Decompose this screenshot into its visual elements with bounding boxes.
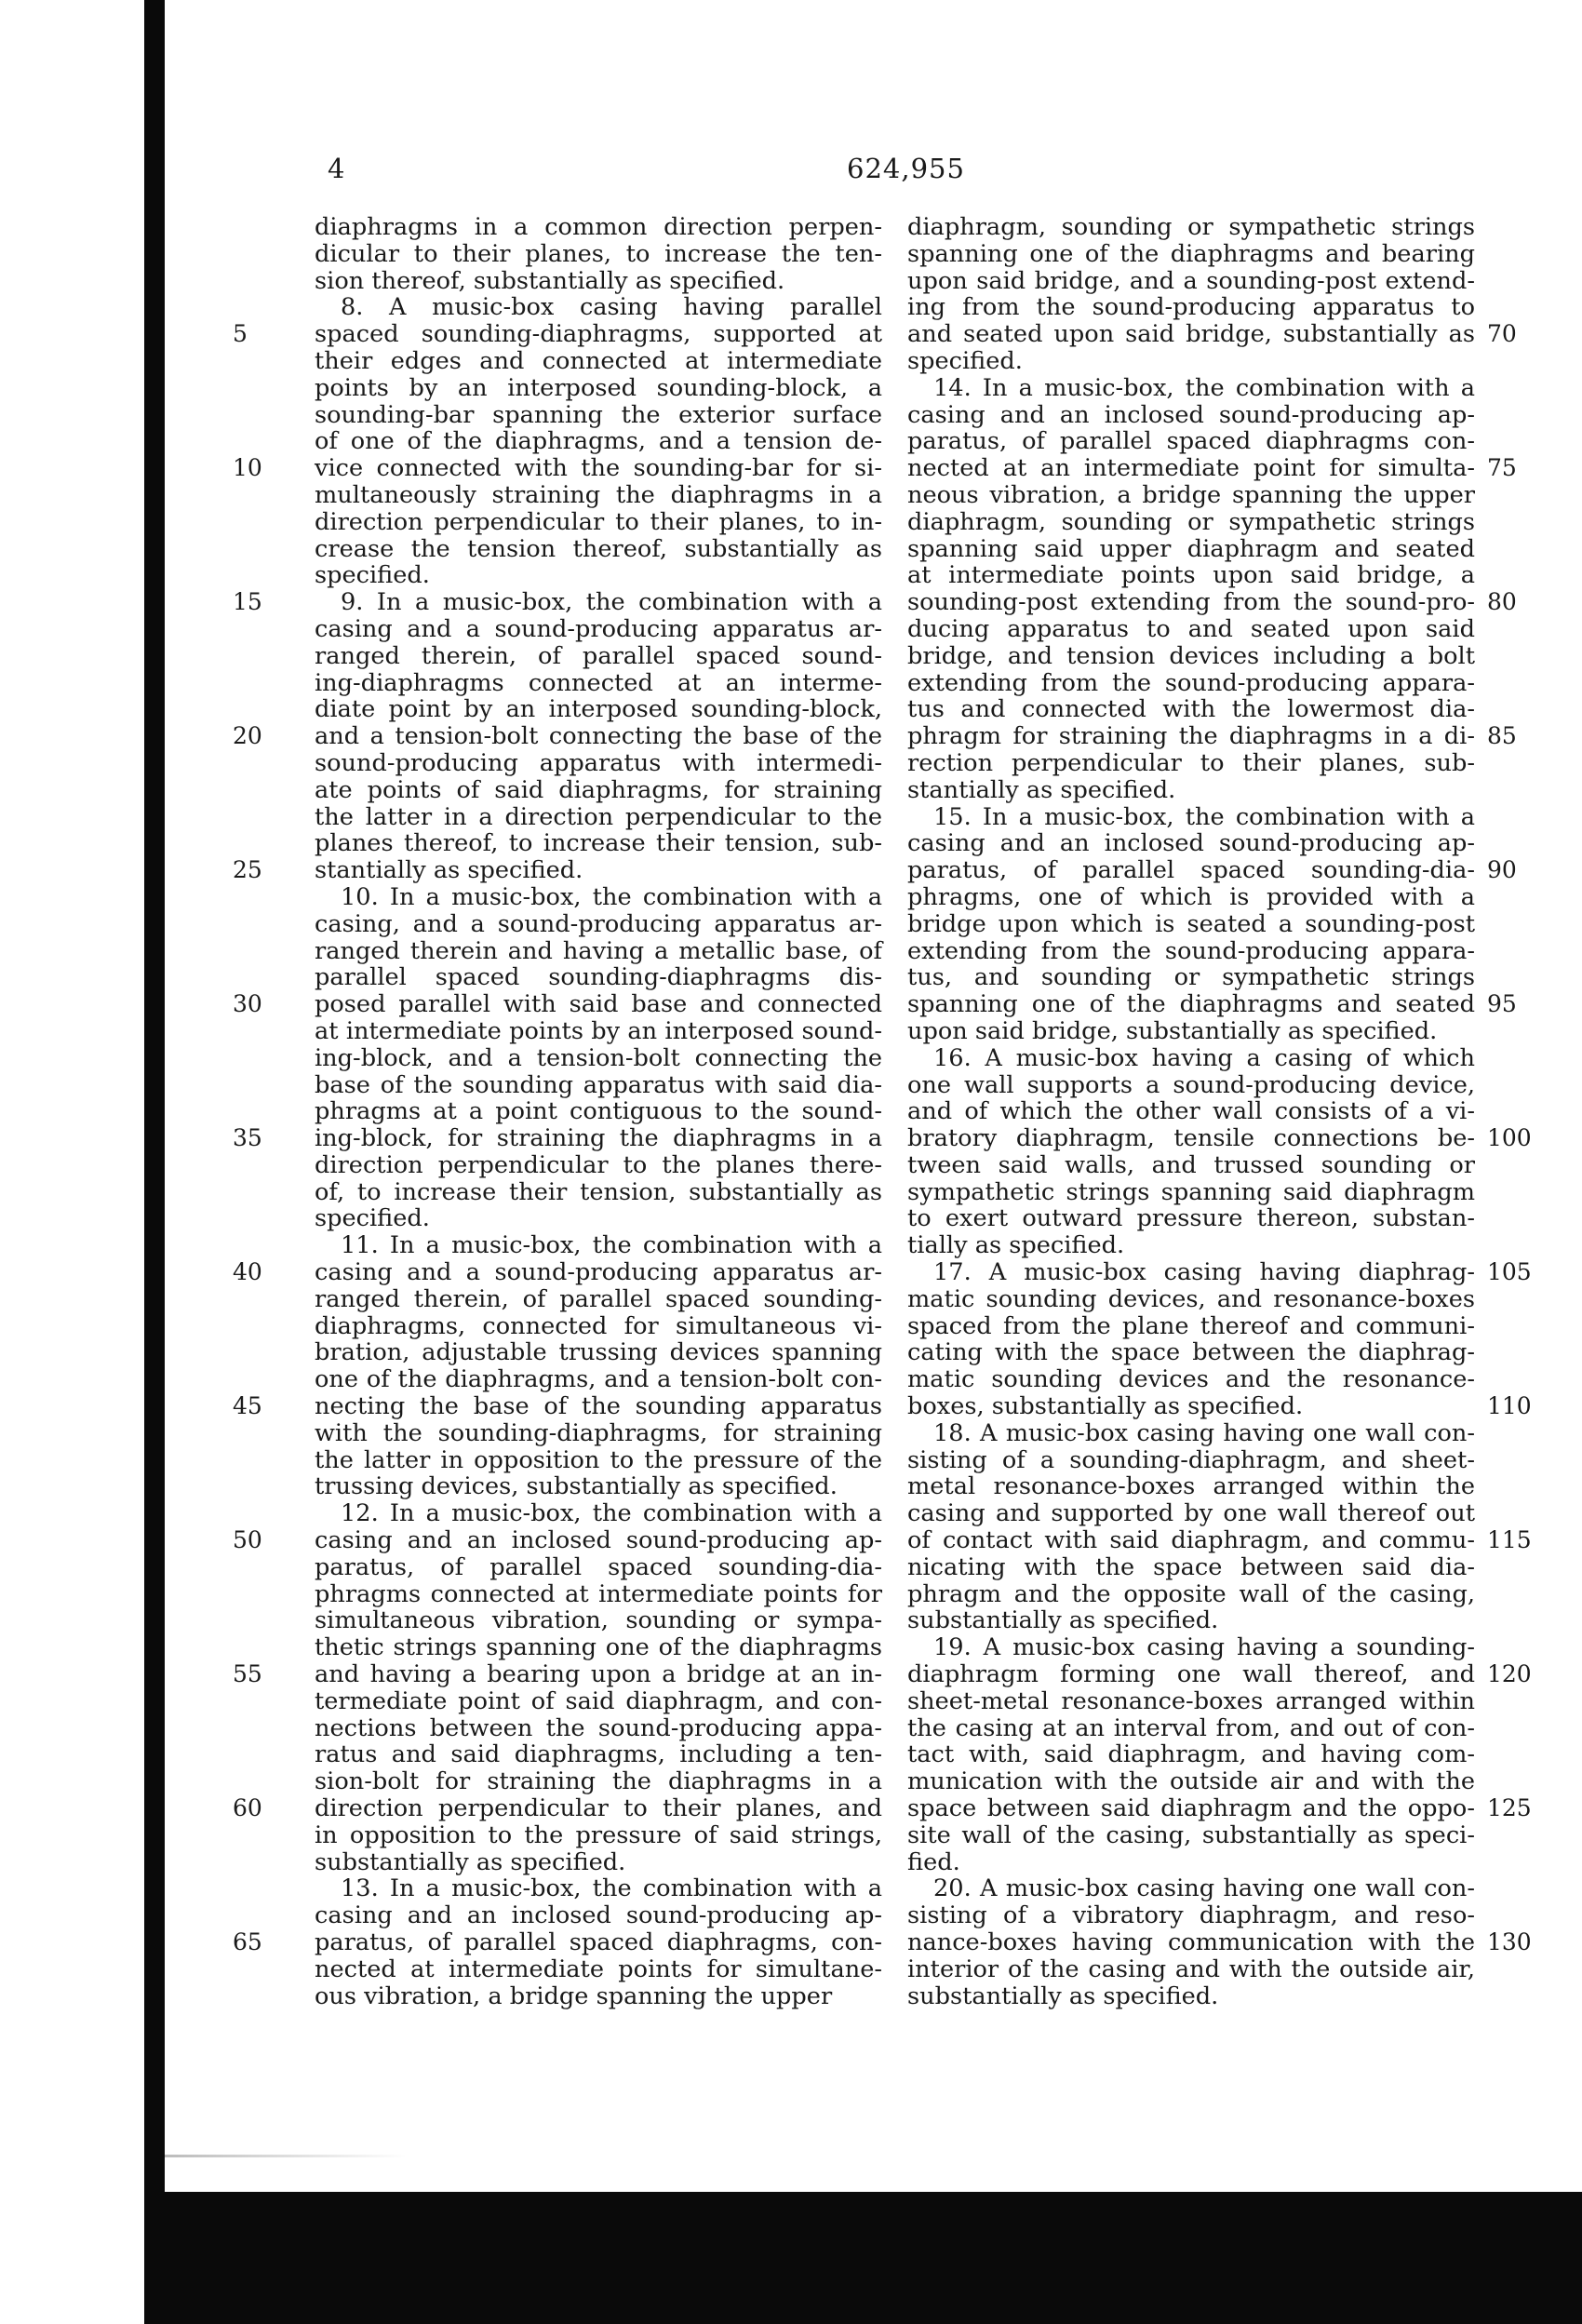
line-number: 5 [233,320,248,348]
text-line: and a tension-bolt connecting the base of the [315,722,882,751]
text-line: nections between the sound-producing appa- [315,1713,882,1742]
text-line: tus, and sounding or sympathetic strings [907,963,1475,992]
text-line: vice connected with the sounding-bar for si- [315,454,882,483]
text-line: nected at an intermediate point for simulta- [907,454,1475,483]
text-line: 8. A music-box casing having parallel [341,293,882,322]
left-text-column [315,214,882,2009]
text-line: and having a bearing upon a bridge at an in- [315,1660,882,1689]
text-line: bridge, and tension devices including a bolt [907,641,1475,670]
line-number: 120 [1487,1660,1532,1688]
text-line: 14. In a music-box, the combination with a [933,373,1475,402]
text-line: points by an interposed sounding-block, a [315,373,882,402]
page-number: 4 [328,153,345,184]
text-line: phragms, one of which is provided with a [907,882,1475,911]
line-number: 115 [1487,1526,1532,1554]
text-line: ratus and said diaphragms, including a ten- [315,1740,882,1769]
text-line: neous vibration, a bridge spanning the upper [907,480,1475,509]
text-line: site wall of the casing, substantially as speci- [907,1820,1475,1849]
text-line: and of which the other wall consists of a vi- [907,1097,1475,1126]
text-line: specified. [315,1204,430,1233]
text-line: at intermediate points upon said bridge, a [907,561,1475,590]
text-line: of contact with said diaphragm, and commu- [907,1526,1475,1555]
text-line: of, to increase their tension, substantially as [315,1177,882,1206]
text-line: sisting of a sounding-diaphragm, and sheet- [907,1445,1475,1474]
scan-artifact [165,2155,407,2157]
text-line: spanning one of the diaphragms and seated [907,990,1475,1019]
text-line: spanning said upper diaphragm and seated [907,534,1475,563]
text-line: spanning one of the diaphragms and bearing [907,239,1475,268]
text-line: diaphragm, sounding or sympathetic strings [907,507,1475,536]
text-line: sounding-post extending from the sound-pro- [907,588,1475,617]
line-number: 100 [1487,1124,1532,1152]
text-line: ing-block, for straining the diaphragms in a [315,1124,882,1153]
text-line: ranged therein, of parallel spaced sounding- [315,1284,882,1313]
text-line: simultaneous vibration, sounding or sympa- [315,1606,882,1635]
text-line: cating with the space between the diaphrag- [907,1338,1475,1367]
text-line: nected at intermediate points for simultane- [315,1955,882,1983]
line-number: 95 [1487,990,1517,1018]
line-number: 35 [233,1124,262,1152]
line-number: 25 [233,856,262,884]
text-line: substantially as specified. [907,1981,1219,2010]
text-line: diate point by an interposed sounding-block, [315,695,882,724]
text-line: sympathetic strings spanning said diaphragm [907,1177,1475,1206]
text-line: one of the diaphragms, and a tension-bolt con- [315,1365,882,1394]
text-line: ducing apparatus to and seated upon said [907,614,1475,643]
text-line: 17. A music-box casing having diaphrag- [933,1258,1475,1287]
text-line: 11. In a music-box, the combination with a [341,1231,882,1260]
text-line: sounding-bar spanning the exterior surface [315,400,882,429]
text-line: base of the sounding apparatus with said dia- [315,1070,882,1099]
text-line: diaphragm, sounding or sympathetic strings [907,213,1475,241]
text-line: 9. In a music-box, the combination with a [341,588,882,617]
text-line: tus and connected with the lowermost dia- [907,695,1475,724]
text-line: casing and an inclosed sound-producing ap- [907,400,1475,429]
line-number: 40 [233,1258,262,1286]
text-line: phragms at a point contiguous to the sound- [315,1097,882,1126]
text-line: with the sounding-diaphragms, for straining [315,1418,882,1447]
text-line: casing and an inclosed sound-producing ap- [315,1526,882,1555]
line-number: 60 [233,1794,262,1822]
text-line: upon said bridge, substantially as specified. [907,1016,1438,1045]
text-line: specified. [315,561,430,590]
text-line: and seated upon said bridge, substantially as [907,320,1475,349]
line-number: 30 [233,990,262,1018]
line-number: 125 [1487,1794,1532,1822]
text-line: stantially as specified. [907,775,1176,804]
text-line: multaneously straining the diaphragms in a [315,480,882,509]
text-line: spaced sounding-diaphragms, supported at [315,320,882,349]
text-line: bration, adjustable trussing devices spanning [315,1338,882,1367]
line-number: 20 [233,722,262,750]
text-line: specified. [907,346,1023,375]
text-line: sheet-metal resonance-boxes arranged within [907,1686,1475,1715]
text-line: nicating with the space between said dia- [907,1552,1475,1581]
text-line: casing and supported by one wall thereof out [907,1499,1475,1528]
text-line: 19. A music-box casing having a sounding- [933,1633,1475,1662]
text-line: space between said diaphragm and the oppo- [907,1794,1475,1823]
text-line: their edges and connected at intermediate [315,346,882,375]
patent-number: 624,955 [847,153,965,184]
text-line: ing from the sound-producing apparatus to [907,293,1475,322]
text-line: sion thereof, substantially as specified. [315,266,785,295]
text-line: 12. In a music-box, the combination with a [341,1499,882,1528]
text-line: direction perpendicular to their planes, and [315,1794,882,1823]
text-line: in opposition to the pressure of said strings, [315,1820,882,1849]
text-line: diaphragm forming one wall thereof, and [907,1660,1475,1689]
text-line: direction perpendicular to their planes, to in- [315,507,882,536]
text-line: crease the tension thereof, substantially as [315,534,882,563]
text-line: dicular to their planes, to increase the ten- [315,239,882,268]
text-line: tween said walls, and trussed sounding or [907,1150,1475,1179]
line-number: 85 [1487,722,1517,750]
text-line: phragm and the opposite wall of the casing, [907,1579,1475,1608]
text-line: tact with, said diaphragm, and having com- [907,1740,1475,1769]
line-number: 130 [1487,1928,1532,1956]
text-line: termediate point of said diaphragm, and con- [315,1686,882,1715]
text-line: interior of the casing and with the outside air, [907,1955,1475,1983]
text-line: upon said bridge, and a sounding-post extend- [907,266,1475,295]
text-line: substantially as specified. [907,1606,1219,1635]
text-line: the casing at an interval from, and out of con- [907,1713,1475,1742]
scan-border-left [144,0,165,2324]
text-line: parallel spaced sounding-diaphragms dis- [315,963,882,992]
text-line: tially as specified. [907,1231,1125,1260]
text-line: paratus, of parallel spaced diaphragms, con- [315,1928,882,1956]
text-line: ranged therein and having a metallic base, of [315,936,882,965]
text-line: of one of the diaphragms, and a tension de- [315,427,882,456]
text-line: paratus, of parallel spaced sounding-dia- [315,1552,882,1581]
text-line: necting the base of the sounding apparatus [315,1392,882,1421]
text-line: direction perpendicular to the planes there- [315,1150,882,1179]
text-line: 15. In a music-box, the combination with a [933,802,1475,831]
text-line: 10. In a music-box, the combination with a [341,882,882,911]
text-line: metal resonance-boxes arranged within the [907,1472,1475,1501]
line-number: 75 [1487,454,1517,482]
text-line: casing, and a sound-producing apparatus ar- [315,909,882,938]
text-line: sion-bolt for straining the diaphragms in a [315,1767,882,1796]
text-line: matic sounding devices, and resonance-boxes [907,1284,1475,1313]
text-line: spaced from the plane thereof and communi- [907,1311,1475,1340]
text-line: one wall supports a sound-producing device, [907,1070,1475,1099]
text-line: phragms connected at intermediate points for [315,1579,882,1608]
text-line: at intermediate points by an interposed sound- [315,1016,882,1045]
text-line: 18. A music-box casing having one wall con- [933,1418,1475,1447]
text-line: posed parallel with said base and connected [315,990,882,1019]
text-line: paratus, of parallel spaced diaphragms con- [907,427,1475,456]
text-line: nance-boxes having communication with the [907,1928,1475,1956]
text-line: 16. A music-box having a casing of which [933,1043,1475,1072]
text-line: munication with the outside air and with the [907,1767,1475,1796]
line-number: 15 [233,588,262,616]
text-line: phragm for straining the diaphragms in a di- [907,722,1475,751]
text-line: the latter in opposition to the pressure of the [315,1445,882,1474]
text-line: planes thereof, to increase their tension, sub- [315,829,882,858]
text-line: stantially as specified. [315,856,583,885]
text-line: rection perpendicular to their planes, sub- [907,748,1475,777]
text-line: to exert outward pressure thereon, substan- [907,1204,1475,1233]
text-line: 20. A music-box casing having one wall con- [933,1874,1475,1903]
text-line: ous vibration, a bridge spanning the upper [315,1981,833,2010]
line-number: 45 [233,1392,262,1420]
text-line: sound-producing apparatus with intermedi- [315,748,882,777]
text-line: paratus, of parallel spaced sounding-dia- [907,856,1475,885]
text-line: bridge upon which is seated a sounding-post [907,909,1475,938]
text-line: matic sounding devices and the resonance- [907,1365,1475,1394]
text-line: sisting of a vibratory diaphragm, and reso- [907,1901,1475,1930]
line-number: 50 [233,1526,262,1554]
line-number: 90 [1487,856,1517,884]
line-number: 105 [1487,1258,1532,1286]
text-line: casing and an inclosed sound-producing ap- [907,829,1475,858]
text-line: substantially as specified. [315,1847,626,1876]
text-line: ing-diaphragms connected at an interme- [315,668,882,697]
text-line: the latter in a direction perpendicular to the [315,802,882,831]
line-number: 65 [233,1928,262,1956]
text-line: ing-block, and a tension-bolt connecting the [315,1043,882,1072]
line-number: 110 [1487,1392,1532,1420]
text-line: extending from the sound-producing appara- [907,668,1475,697]
text-line: thetic strings spanning one of the diaphragms [315,1633,882,1662]
line-number: 80 [1487,588,1517,616]
text-line: 13. In a music-box, the combination with a [341,1874,882,1903]
text-line: casing and a sound-producing apparatus ar- [315,614,882,643]
scan-border-bottom [144,2192,1582,2324]
line-number: 55 [233,1660,262,1688]
text-line: ranged therein, of parallel spaced sound- [315,641,882,670]
text-line: fied. [907,1847,960,1876]
text-line: boxes, substantially as specified. [907,1392,1304,1421]
line-number: 10 [233,454,262,482]
text-line: ate points of said diaphragms, for straining [315,775,882,804]
line-number: 70 [1487,320,1517,348]
text-line: bratory diaphragm, tensile connections be- [907,1124,1475,1153]
right-text-column [907,214,1475,2009]
text-line: diaphragms, connected for simultaneous vi- [315,1311,882,1340]
text-line: trussing devices, substantially as specified. [315,1472,838,1501]
text-line: casing and a sound-producing apparatus ar- [315,1258,882,1287]
text-line: diaphragms in a common direction perpen- [315,213,882,241]
text-line: extending from the sound-producing appara- [907,936,1475,965]
text-line: casing and an inclosed sound-producing ap- [315,1901,882,1930]
